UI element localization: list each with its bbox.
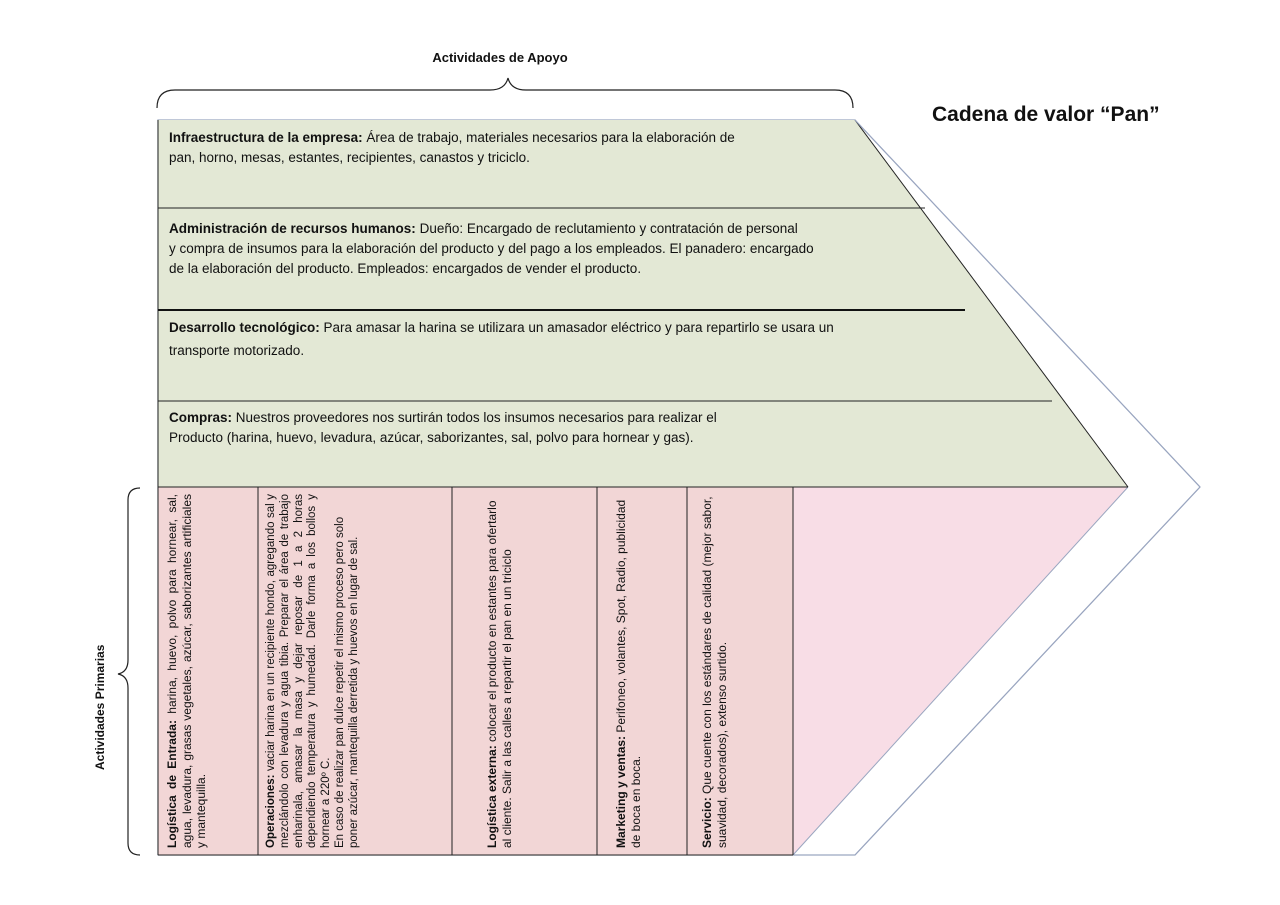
col-heading: Logística de Entrada: (165, 720, 179, 848)
support-row-human-resources: Administración de recursos humanos: Dueño: Encargado de reclutamiento y contratación de personal y compra de insumos para la elaboración del producto y del pago a los empleados. El panadero: encargado de la elaboración del producto. Empleados: encargados de vender el producto. (169, 221, 814, 276)
primary-col-operations: Operaciones: vaciar harina en un recipiente hondo, agregando sal y mezclándolo con levadura y agua tibia. Preparar el área de trabajo enharinala, amasar la masa y dejar reposar de 1 a 2 horas dependiendo temperatura y humedad. Darle forma a los bollos y hornear a 220º C. En caso de realizar pan dulce repetir el mismo proceso pero solo poner azúcar, mantequilla derretida y huevos en lugar de sal. (265, 494, 360, 848)
row-heading: Desarrollo tecnológico: (169, 320, 320, 335)
support-brace (157, 78, 853, 108)
row-heading: Administración de recursos humanos: (169, 221, 416, 236)
primary-col-service: Servicio: Que cuente con los estándares de calidad (mejor sabor, suavidad, decorados), extenso surtido. (700, 496, 729, 848)
primary-col-outbound-logistics: Logística externa: colocar el producto en estantes para ofertarlo al cliente. Salir a las calles a repartir el pan en un triciclo (485, 500, 514, 848)
primary-col-inbound-logistics: Logística de Entrada: harina, huevo, polvo para hornear, sal, agua, levadura, grasas vegetales, azúcar, saborizantes artificiales y mantequilla. (165, 494, 208, 848)
col-heading: Logística externa: (485, 745, 499, 848)
diagram-title: Cadena de valor “Pan” (932, 103, 1160, 126)
col-heading: Servicio: (700, 797, 714, 848)
col-heading: Operaciones: (265, 774, 277, 848)
primary-activities-label: Actividades Primarias (93, 644, 107, 770)
primary-brace (118, 488, 140, 855)
support-row-infrastructure: Infraestructura de la empresa: Área de trabajo, materiales necesarios para la elaboración de pan, horno, mesas, estantes, recipientes, canastos y triciclo. (169, 130, 735, 165)
support-row-technology: Desarrollo tecnológico: Para amasar la harina se utilizara un amasador eléctrico y para repartirlo se usara un transporte motorizado. (169, 320, 834, 358)
support-activities-label: Actividades de Apoyo (432, 50, 568, 65)
primary-col-marketing-sales: Marketing y ventas: Perifoneo, volantes, Spot, Radio, publicidad de boca en boca. (614, 499, 643, 848)
row-heading: Infraestructura de la empresa: (169, 130, 363, 145)
col-heading: Marketing y ventas: (614, 735, 628, 848)
support-row-procurement: Compras: Nuestros proveedores nos surtirán todos los insumos necesarios para realizar el Producto (harina, huevo, levadura, azúcar, saborizantes, sal, polvo para hornear y gas). (169, 410, 717, 445)
row-heading: Compras: (169, 410, 233, 425)
